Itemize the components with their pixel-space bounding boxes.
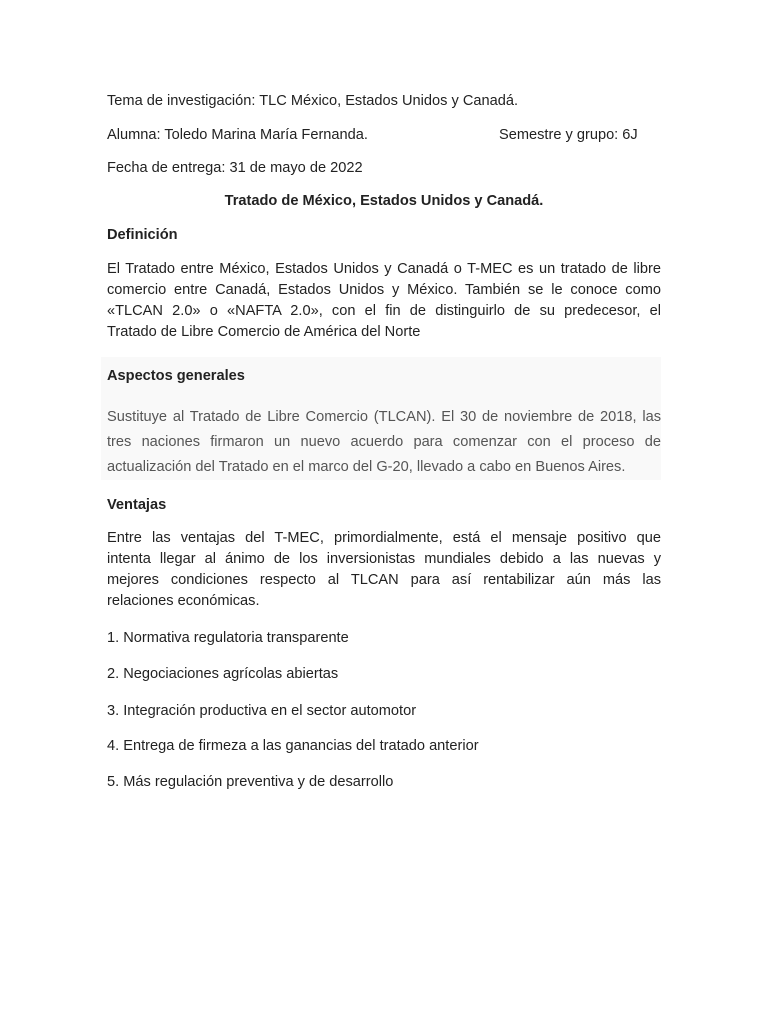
paragraph-line: Tratado de Libre Comercio de América del Norte [107,324,421,340]
student-row [107,125,661,146]
ventajas-heading: Ventajas [107,497,167,513]
list-item: 2. Negociaciones agrícolas abiertas [107,666,339,682]
aspectos-paragraph [107,405,661,480]
document-title: Tratado de México, Estados Unidos y Canadá. [224,193,544,209]
paragraph-line: «TLCAN 2.0» o «NAFTA 2.0», con el fin de distinguirlo de su predecesor, el [107,303,661,319]
paragraph-line: intenta llegar al ánimo de los inversionistas mundiales debido a las nuevas y [107,551,661,567]
aspectos-heading: Aspectos generales [107,368,245,384]
definicion-heading: Definición [107,227,178,243]
topic-line: Tema de investigación: TLC México, Estados Unidos y Canadá. [107,93,518,109]
ventajas-paragraph [107,528,661,612]
student-name: Alumna: Toledo Marina María Fernanda. [107,127,368,143]
definicion-paragraph [107,259,661,343]
paragraph-line: comercio entre Canadá, Estados Unidos y México. También se le conoce como [107,282,661,298]
list-item: 3. Integración productiva en el sector automotor [107,703,417,719]
paragraph-line: Sustituye al Tratado de Libre Comercio (TLCAN). El 30 de noviembre de 2018, las [107,409,661,425]
list-item: 4. Entrega de firmeza a las ganancias del tratado anterior [107,738,479,754]
paragraph-line: mejores condiciones respecto al TLCAN para así rentabilizar aún más las [107,572,661,588]
list-item: 1. Normativa regulatoria transparente [107,630,349,646]
paragraph-line: El Tratado entre México, Estados Unidos y Canadá o T-MEC es un tratado de libre [107,261,661,277]
paragraph-line: tres naciones firmaron un nuevo acuerdo para comenzar con el proceso de [107,434,661,450]
due-date: Fecha de entrega: 31 de mayo de 2022 [107,160,363,176]
paragraph-line: Entre las ventajas del T-MEC, primordialmente, está el mensaje positivo que [107,530,661,546]
semester-group: Semestre y grupo: 6J [499,127,638,143]
paragraph-line: actualización del Tratado en el marco del G-20, llevado a cabo en Buenos Aires. [107,459,626,475]
list-item: 5. Más regulación preventiva y de desarrollo [107,774,394,790]
paragraph-line: relaciones económicas. [107,593,260,609]
